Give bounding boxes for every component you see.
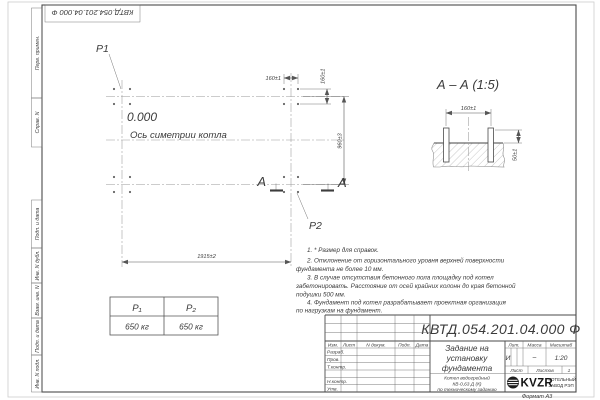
scale-header: Масштаб bbox=[549, 343, 573, 349]
product-line1: Котел водогрейный bbox=[444, 376, 490, 382]
mass-value: – bbox=[532, 354, 537, 361]
margin-label-podp2: Подп. и дата bbox=[34, 320, 41, 353]
margin-label-sprav: Справ. N bbox=[34, 111, 41, 134]
section-title: А – А (1:5) bbox=[436, 77, 500, 92]
anchor-bolt-left bbox=[444, 128, 450, 162]
margin-label-inv-podl: Инв. N подл. bbox=[34, 358, 41, 389]
margin-label-vzam: Взам. инв. N bbox=[34, 285, 41, 316]
sheet-label: Лист bbox=[510, 368, 523, 374]
row-razrab: Разраб. bbox=[327, 350, 345, 356]
doc-title-line2: установку bbox=[446, 354, 488, 363]
scale-value: 1:20 bbox=[554, 355, 568, 362]
load-col2-value: 650 кг bbox=[179, 322, 203, 332]
row-nkontr: Н.контр. bbox=[327, 380, 348, 385]
margin-label-inv-dubl: Инв. N дубл. bbox=[34, 250, 41, 281]
section-letter-right: А bbox=[338, 175, 347, 190]
sheets-label: Листов bbox=[536, 368, 554, 374]
doc-title-line1: Задание на bbox=[445, 344, 489, 353]
section-letter-left: А bbox=[257, 174, 266, 189]
dim-1915-label: 1915±2 bbox=[197, 254, 216, 260]
product-line3: по техническому заданию bbox=[437, 388, 497, 394]
load-col1-value: 650 кг bbox=[125, 322, 149, 332]
load-col1-header: P₁ bbox=[132, 303, 142, 314]
col-podp: Подп. bbox=[398, 343, 411, 349]
col-data: Дата bbox=[415, 343, 429, 349]
mass-header: Масса bbox=[527, 343, 542, 349]
note-line: фундамента не более 10 мм. bbox=[296, 266, 384, 273]
load-col2-header: P₂ bbox=[185, 303, 197, 314]
title-block-designation: КВТД.054.201.04.000 Ф bbox=[421, 321, 581, 337]
dim-160v-label: 160±1 bbox=[320, 68, 327, 84]
dim-960-label: 960±3 bbox=[337, 133, 344, 149]
note-line: 4. Фундамент под котел разрабатывает проектная организация bbox=[307, 299, 506, 307]
margin-label-podp1: Подп. и дата bbox=[34, 207, 41, 241]
company-name-line1: КОТЕЛЬНЫЙ bbox=[548, 377, 577, 382]
col-ndoc: N докум. bbox=[366, 343, 386, 349]
product-line2: КВ-0,63 Д (К) bbox=[452, 382, 482, 388]
section-dim-50-label: 50±1 bbox=[512, 148, 519, 161]
lit-header: Лит. bbox=[508, 343, 520, 349]
logo-text: KVZR bbox=[520, 377, 554, 390]
row-utv: Утв. bbox=[327, 387, 338, 393]
doc-title-line3: фундамента bbox=[441, 364, 493, 373]
section-dim-160-label: 160±1 bbox=[460, 106, 477, 112]
note-line: забетонировать. Расстояние от осей крайних колонн до края бетонной bbox=[296, 283, 516, 290]
note-line: 1. * Размер для справок. bbox=[307, 247, 379, 254]
note-line: по нагрузкам на фундамент. bbox=[296, 307, 383, 315]
row-tkontr: Т.контр. bbox=[327, 365, 347, 371]
p2-label: P2 bbox=[309, 220, 322, 232]
paper-outer-border bbox=[8, 2, 594, 397]
sheets-value: 1 bbox=[567, 368, 571, 374]
format-note: Формат А3 bbox=[521, 393, 553, 400]
corner-stamp-designation: КВТД.054.201.04.000 Ф bbox=[51, 8, 134, 17]
symmetry-axis-caption: Ось симетрии котла bbox=[130, 130, 227, 141]
margin-label-perv: Перв. примен. bbox=[34, 35, 41, 71]
company-name-line2: ЗАВОД РЭП bbox=[548, 383, 574, 388]
col-izm: Изм. bbox=[327, 343, 339, 349]
elevation-mark: 0.000 bbox=[127, 110, 158, 124]
dim-160h-label: 160±1 bbox=[265, 76, 281, 82]
note-line: 2. Отклонение от горизонтального уровня верхней поверхности bbox=[307, 257, 505, 265]
lit-value: И bbox=[505, 355, 511, 362]
anchor-bolt-right bbox=[488, 128, 494, 162]
col-list: Лист bbox=[342, 343, 356, 349]
note-line: подушки 500 мм. bbox=[296, 291, 346, 299]
note-line: 3. В случае отсутствия бетонного пола площадку под котел bbox=[307, 274, 494, 282]
row-prov: Пров. bbox=[327, 358, 340, 363]
p1-label: P1 bbox=[96, 43, 109, 55]
